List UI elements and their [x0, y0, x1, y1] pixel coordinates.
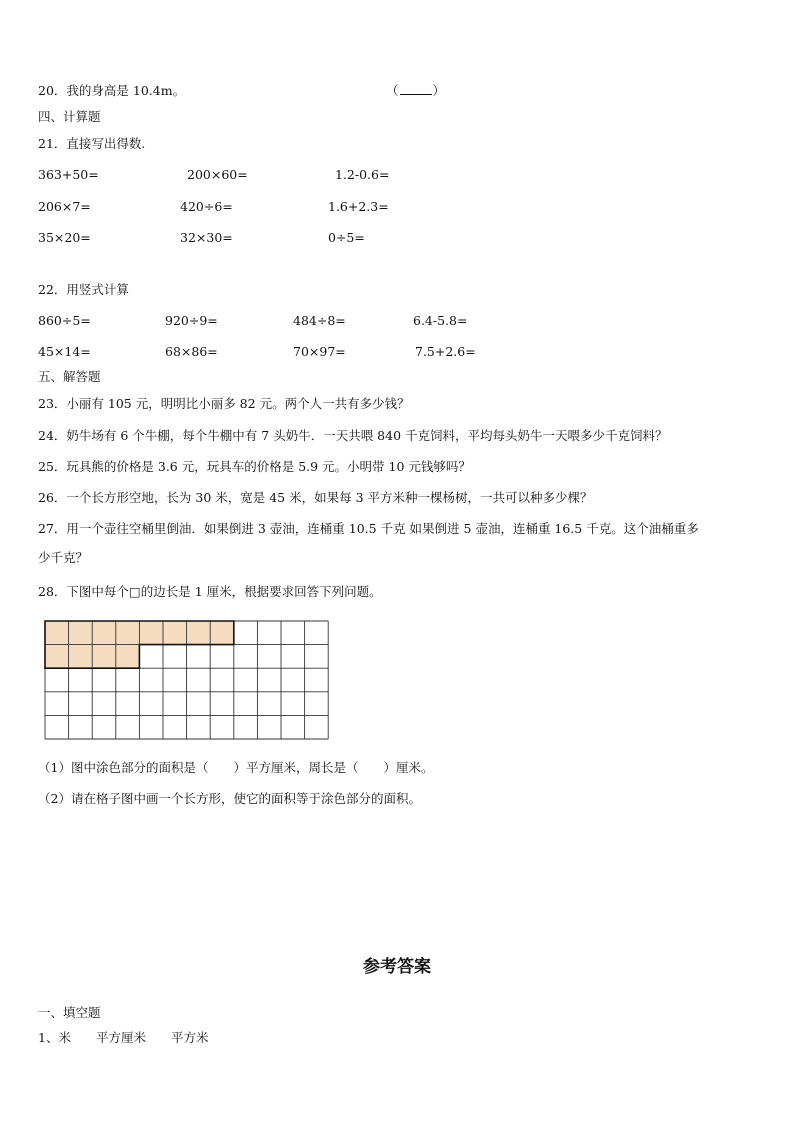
calc-item: 200×60=	[187, 167, 248, 182]
calc-item: 484÷8=	[293, 313, 346, 328]
question-27-line2: 少千克？	[38, 550, 89, 565]
question-22-title: 22．用竖式计算	[38, 282, 129, 297]
question-24: 24．奶牛场有 6 个牛棚，每个牛棚中有 7 头奶牛．一天共喂 840 千克饲料，平均每头奶牛一天喂多少千克饲料？	[38, 428, 668, 443]
answers-section-1: 一、填空题	[38, 1005, 101, 1020]
calc-item: 35×20=	[38, 230, 91, 245]
calc-item: 1.6+2.3=	[328, 199, 389, 214]
section-heading-5: 五、解答题	[38, 369, 101, 384]
calc-item: 70×97=	[293, 344, 346, 359]
calc-item: 363+50=	[38, 167, 99, 182]
answers-title: 参考答案	[363, 957, 431, 977]
calc-item: 6.4-5.8=	[413, 313, 468, 328]
calc-item: 206×7=	[38, 199, 91, 214]
answer-1: 1、米 平方厘米 平方米	[38, 1030, 209, 1045]
calc-item: 45×14=	[38, 344, 91, 359]
question-28-sub2: （2）请在格子图中画一个长方形，使它的面积等于涂色部分的面积。	[38, 791, 421, 806]
question-26: 26．一个长方形空地，长为 30 米，宽是 45 米，如果每 3 平方米种一棵杨树，一共可以种多少棵？	[38, 490, 593, 505]
calc-item: 1.2-0.6=	[335, 167, 390, 182]
question-23: 23．小丽有 105 元，明明比小丽多 82 元。两个人一共有多少钱？	[38, 396, 410, 411]
square-grid-figure	[44, 620, 330, 740]
calc-item: 7.5+2.6=	[415, 344, 476, 359]
question-21-title: 21．直接写出得数.	[38, 136, 146, 151]
calc-item: 860÷5=	[38, 313, 91, 328]
question-28-title: 28．下图中每个□的边长是 1 厘米，根据要求回答下列问题。	[38, 584, 382, 599]
calc-item: 0÷5=	[328, 230, 365, 245]
calc-item: 920÷9=	[165, 313, 218, 328]
calc-item: 32×30=	[180, 230, 233, 245]
section-heading-4: 四、计算题	[38, 109, 101, 124]
calc-item: 68×86=	[165, 344, 218, 359]
question-20-text: 20．我的身高是 10.4m。	[38, 83, 186, 98]
answer-blank[interactable]	[400, 84, 432, 95]
answer-paren-20: （ ）	[386, 83, 446, 98]
question-28-sub1: （1）图中涂色部分的面积是（ ）平方厘米，周长是（ ）厘米。	[38, 760, 434, 775]
question-25: 25．玩具熊的价格是 3.6 元，玩具车的价格是 5.9 元。小明带 10 元钱够吗？	[38, 459, 471, 474]
question-20	[38, 83, 185, 99]
question-27-line1: 27．用一个壶往空桶里倒油．如果倒进 3 壶油，连桶重 10.5 千克 如果倒进 5 壶油，连桶重 16.5 千克。这个油桶重多	[38, 521, 699, 536]
calc-item: 420÷6=	[180, 199, 233, 214]
